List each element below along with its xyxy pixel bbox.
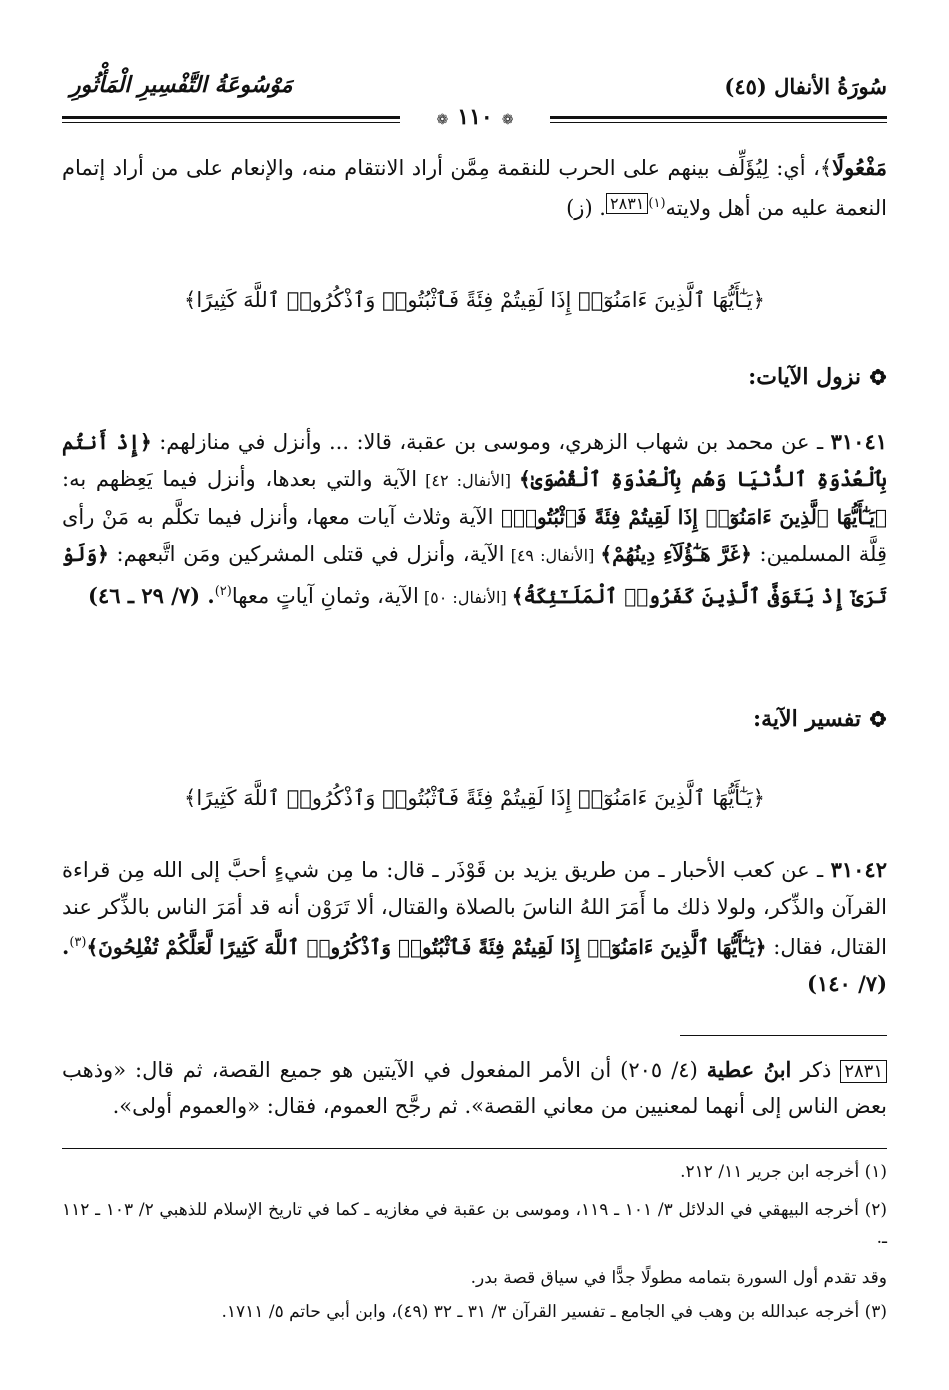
- section-heading-text: تفسير الآية:: [752, 706, 861, 732]
- commentary-separator: [680, 1035, 887, 1036]
- source-reference: . (٧/ ٢٩ ـ ٤٦): [88, 583, 215, 608]
- intro-text: ﴾، أي: لِيُؤَلِّف بينهم على الحرب للنقمة مِمَّن أراد الانتقام منه، والإنعام على من أراد إتمام النعمة عليه من أهل ولايته: [62, 156, 887, 220]
- narration-text: الآية وثلاث آيات معها، وأنزل فيما تكلَّم به مَنْ رأى قِلَّة المسلمين:: [62, 505, 888, 566]
- quran-quote: ﴿يَـٰٓأَيُّهَا ٱلَّذِينَ ءَامَنُوٓا۟ إِذَا لَقِيتُمْ فِئَةً فَٱثْبُتُوا۟ وَٱذْكُرُوا۟ ٱللَّهَ كَثِيرًا لَّعَلَّكُمْ تُفْلِحُونَ﴾: [86, 935, 767, 959]
- intro-word: مَفْعُولًا: [832, 155, 887, 180]
- footnote-2: (٢) أخرجه البيهقي في الدلائل ٣/ ١٠١ ـ ١١٩، وموسى بن عقبة في مغازيه ـ كما في تاريخ الإسلام للذهبي ٢/ ١٠٣ ـ ١١٢ ـ.: [62, 1200, 888, 1248]
- narration-text: ـ عن كعب الأحبار ـ من طريق يزيد بن قَوْذَر ـ قال: ما مِن شيءٍ أحبَّ إلى الله مِن قراءة القرآن والذِّكر، ولولا ذلك ما أَمَرَ اللهُ الناسَ بالصلاة والقتال، ألا تَرَوْن أنه قد أمَرَ الناس بالذِّكر عند القتال، فقال:: [62, 858, 887, 959]
- source-reference: . (٧/ ١٤٠): [62, 934, 887, 996]
- footnote-2-note: وقد تقدم أول السورة بتمامه مطولًا جدًّا في سياق قصة بدر.: [470, 1268, 887, 1288]
- commentary-box-ref: ٢٨٣١: [606, 193, 648, 214]
- commentary-text: (٤/ ٢٠٥) أن الأمر المفعول في الآيتين هو جميع القصة، ثم قال: «وذهب بعض الناس إلى أنهما لمعنيين من معاني القصة». ثم رجَّح العموم، فقال: «والعموم أولى».: [62, 1058, 887, 1118]
- footnote-ref-2: (٢): [214, 584, 232, 599]
- commentary-author: ابنُ عطية: [706, 1057, 792, 1082]
- flower-ornament-icon: [869, 368, 887, 386]
- narration-text: الآية والتي بعدها، وأنزل فيما يَعِظهم به:: [62, 466, 418, 491]
- footnote-3: (٣) أخرجه عبدالله بن وهب في الجامع ـ تفسير القرآن ٣/ ٣١ ـ ٣٢ (٤٩)، وابن أبي حاتم ٥/ ١٧١١.: [221, 1302, 887, 1322]
- narration-text: الآية، وثمانِ آياتٍ معها: [231, 584, 419, 608]
- footnote-separator: [62, 1148, 887, 1149]
- narration-text: الآية، وأنزل في قتلى المشركين ومَن اتَّبعهم:: [108, 541, 505, 566]
- footnote-1: (١) أخرجه ابن جرير ١١/ ٢١٢.: [680, 1162, 887, 1182]
- section-heading-revelation: [748, 364, 887, 390]
- verse-reference: [الأنفال: ٤٢]: [417, 470, 520, 490]
- page-number-block: [400, 104, 550, 132]
- section-heading-text: نزول الآيات:: [748, 364, 861, 390]
- quran-verse-1: ﴿يَـٰٓأَيُّهَا ٱلَّذِينَ ءَامَنُوٓا۟ إِذَا لَقِيتُمْ فِئَةً فَٱثْبُتُوا۟ وَٱذْكُرُوا۟ ٱللَّهَ كَثِيرًا﴾: [184, 288, 765, 312]
- footnote-ref-3: (٣): [69, 935, 87, 950]
- commentary-box-number: ٢٨٣١: [840, 1060, 887, 1083]
- narration-31042: [62, 852, 887, 1002]
- intro-source: . (ز): [566, 196, 606, 220]
- intro-paragraph: [62, 150, 887, 226]
- ornament-right-icon: ❁: [501, 112, 514, 128]
- quran-quote: ﴿يَـٰٓأَيُّهَا ٱلَّذِينَ ءَامَنُوٓا۟ إِذَا لَقِيتُمْ فِئَةً فَٱثْبُتُوا۟﴾: [500, 505, 887, 529]
- section-heading-tafsir: [753, 706, 887, 732]
- footnote-ref-1: (١): [648, 196, 666, 211]
- book-title: مَوْسُوعَةُ التَّفْسِيرِ الْمَأْثُورِ: [70, 72, 293, 98]
- page-number: ١١٠: [457, 104, 493, 130]
- quran-verse-2: ﴿يَـٰٓأَيُّهَا ٱلَّذِينَ ءَامَنُوٓا۟ إِذَا لَقِيتُمْ فِئَةً فَٱثْبُتُوا۟ وَٱذْكُرُوا۟ ٱللَّهَ كَثِيرًا﴾: [184, 786, 765, 810]
- narration-text: ـ عن محمد بن شهاب الزهري، وموسى بن عقبة، قالا: ... وأنزل في منازلهم:: [151, 430, 831, 454]
- commentary-note: [62, 1053, 887, 1123]
- quran-quote: ﴿غَرَّ هَـٰٓؤُلَآءِ دِينُهُمْ﴾: [600, 541, 752, 566]
- narration-number: ٣١٠٤٢: [830, 857, 887, 882]
- ornament-left-icon: ❁: [436, 112, 449, 128]
- surah-title: سُورَةُ الأنفال (٤٥): [724, 74, 887, 99]
- quran-quote: ﴿وَلَوْ تَرَىٰٓ إِذْ يَتَوَفَّى ٱلَّذِينَ كَفَرُوا۟ ٱلْمَلَـٰٓئِكَةُ﴾: [62, 541, 887, 608]
- quran-quote: ﴿إِذْ أَنتُم بِٱلْعُدْوَةِ ٱلدُّنْيَا وَهُم بِٱلْعُدْوَةِ ٱلْقُصْوَىٰ﴾: [62, 430, 888, 491]
- narration-number: ٣١٠٤١: [830, 429, 888, 454]
- flower-ornament-icon: [869, 710, 887, 728]
- commentary-text: ذكر: [791, 1058, 841, 1082]
- verse-reference: [الأنفال: ٥٠]: [418, 588, 512, 607]
- verse-reference: [الأنفال: ٤٩]: [504, 545, 601, 565]
- narration-31041: [62, 424, 887, 617]
